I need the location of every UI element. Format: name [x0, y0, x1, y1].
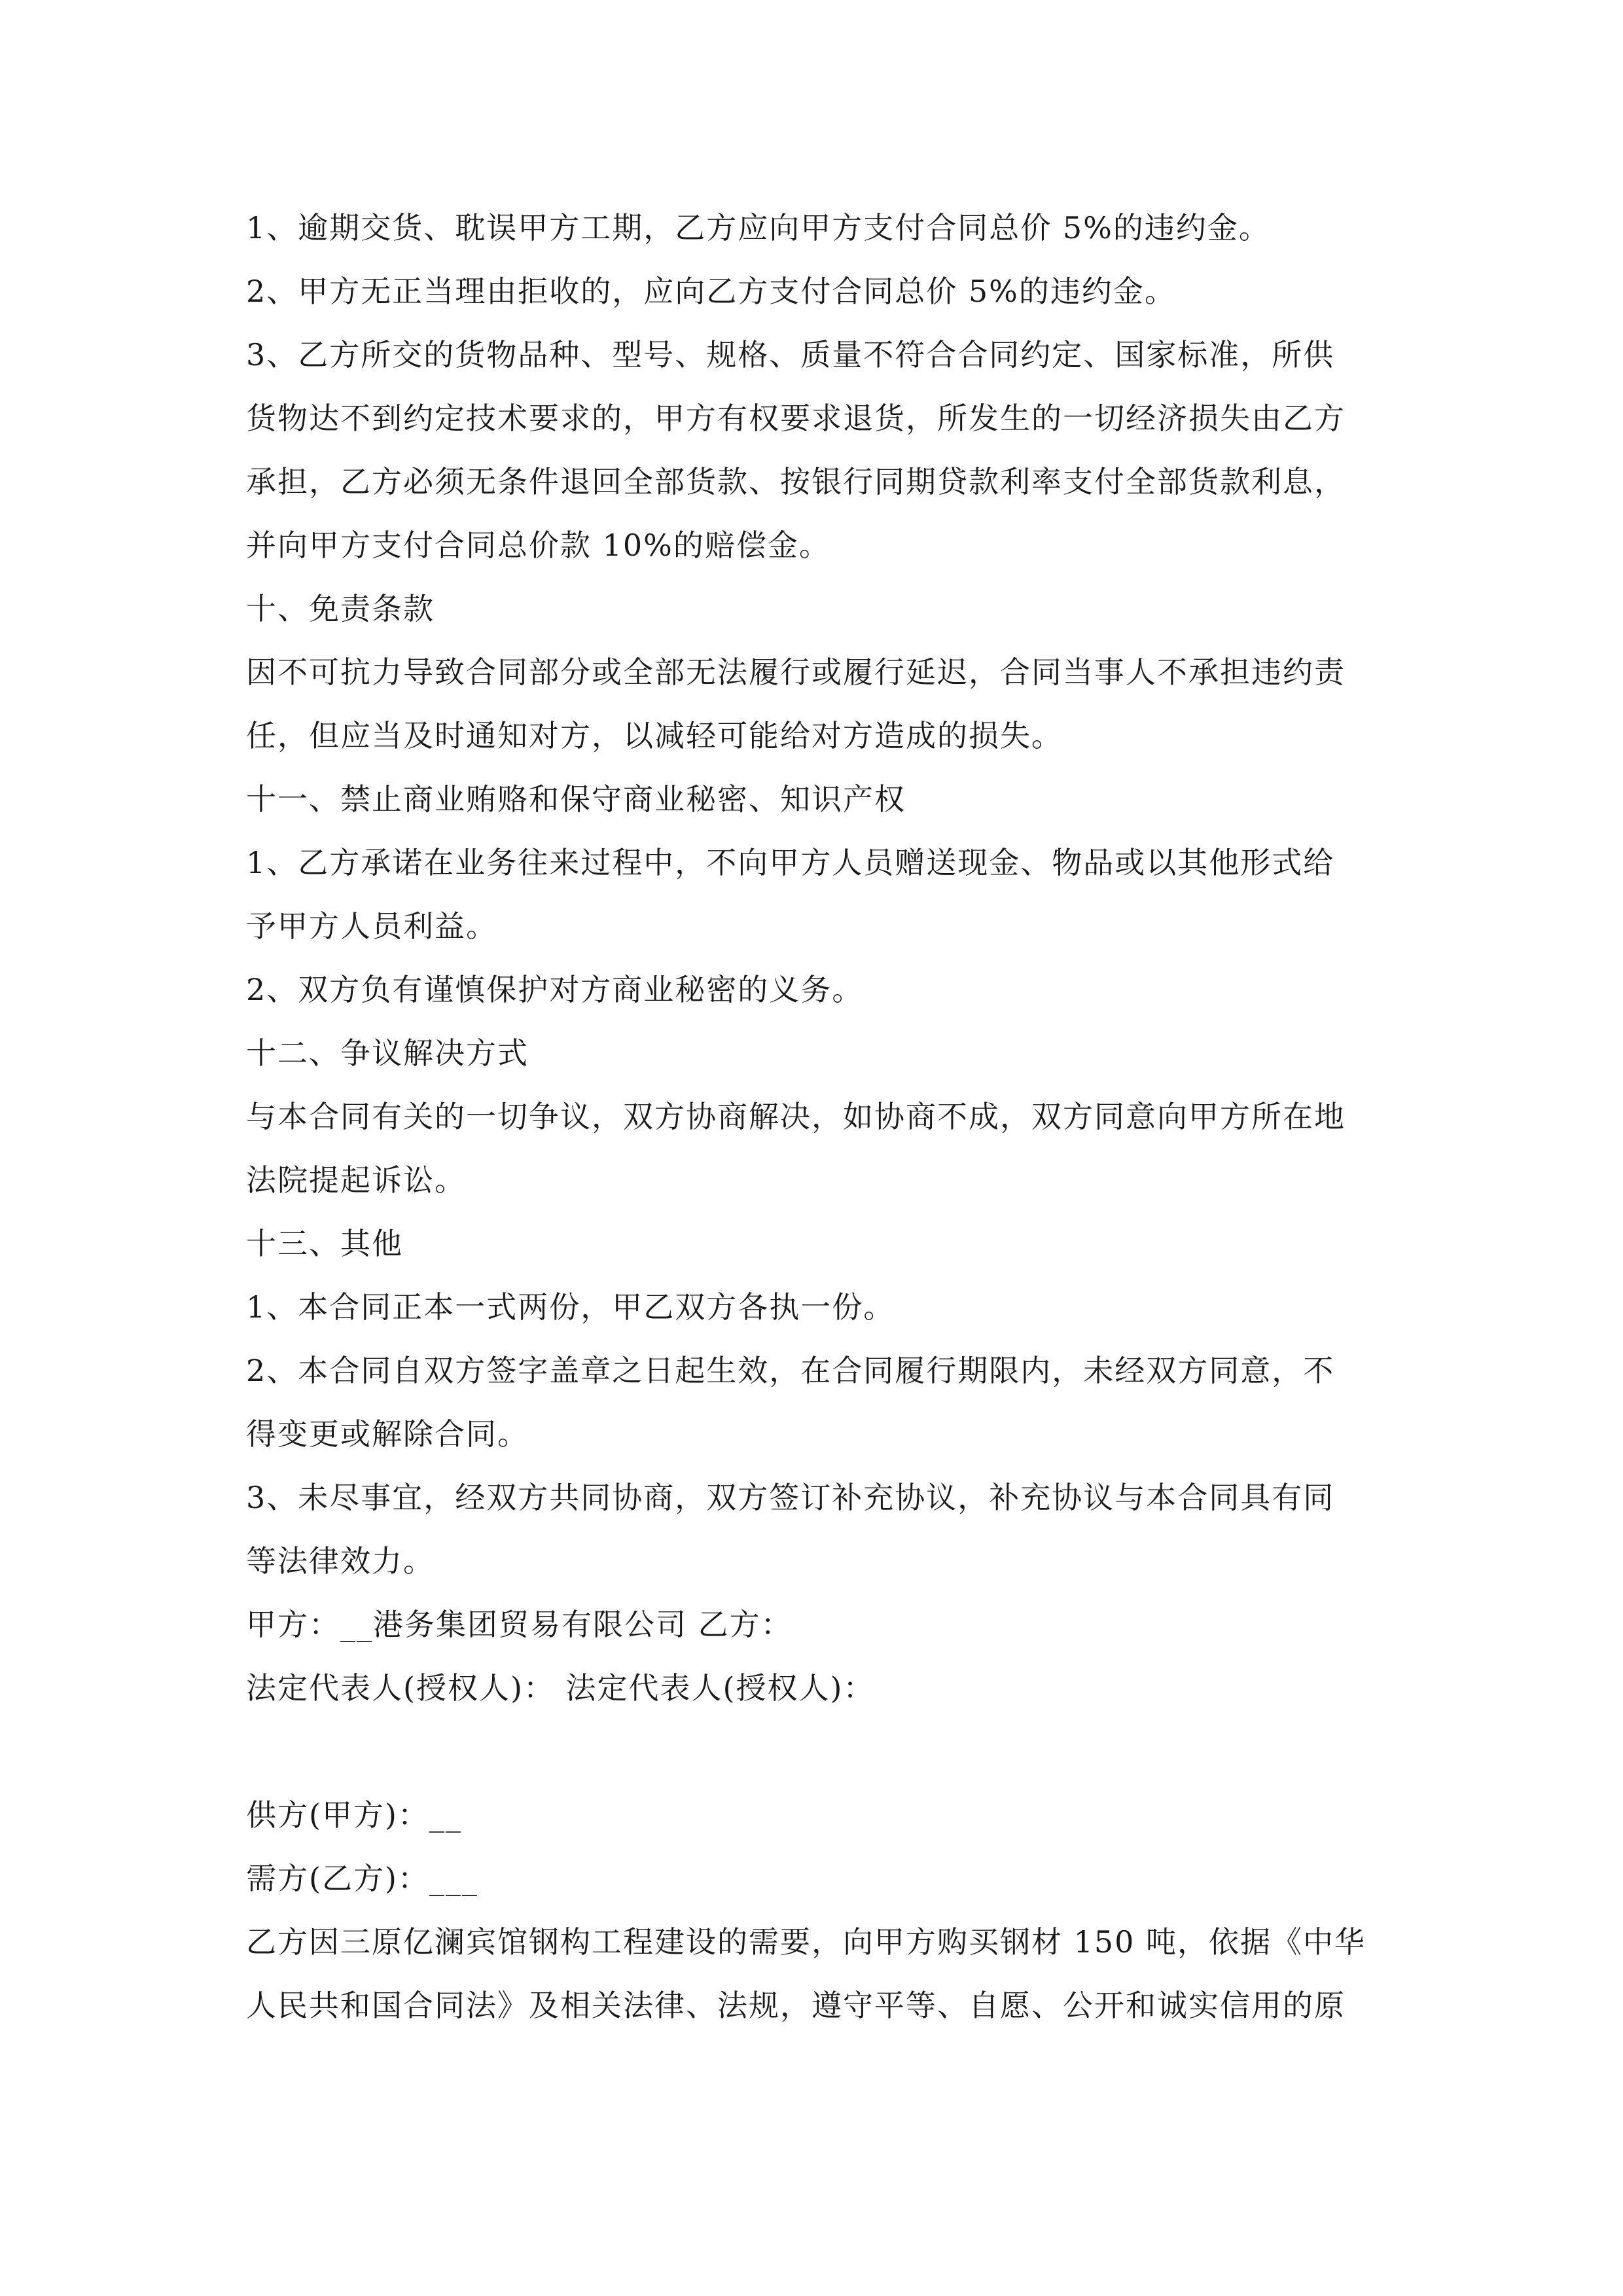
paragraph-line: 1、乙方承诺在业务往来过程中，不向甲方人员赠送现金、物品或以其他形式给 [246, 845, 1335, 880]
paragraph-line: 人民共和国合同法》及相关法律、法规，遵守平等、自愿、公开和诚实信用的原 [246, 1988, 1346, 2023]
paragraph-line: 2、甲方无正当理由拒收的，应向乙方支付合同总价 5%的违约金。 [246, 274, 1176, 309]
paragraph-line: 得变更或解除合同。 [246, 1416, 529, 1452]
paragraph-line: 乙方因三原亿澜宾馆钢构工程建设的需要，向甲方购买钢材 150 吨，依据《中华 [246, 1924, 1366, 1960]
paragraph-line: 2、本合同自双方签字盖章之日起生效，在合同履行期限内，未经双方同意，不 [246, 1353, 1335, 1388]
section-heading: 十、免责条款 [246, 591, 435, 626]
buyer-line: 需方(乙方)：___ [246, 1861, 478, 1896]
document-body [246, 196, 1385, 2037]
legal-representative-line: 法定代表人(授权人)： 法定代表人(授权人)： [246, 1670, 875, 1706]
section-heading: 十二、争议解决方式 [246, 1035, 529, 1071]
supplier-line: 供方(甲方)：__ [246, 1797, 462, 1833]
paragraph-line: 3、未尽事宜，经双方共同协商，双方签订补充协议，补充协议与本合同具有同 [246, 1480, 1335, 1515]
paragraph-line: 1、逾期交货、耽误甲方工期，乙方应向甲方支付合同总价 5%的违约金。 [246, 210, 1270, 245]
paragraph-line: 货物达不到约定技术要求的，甲方有权要求退货，所发生的一切经济损失由乙方 [246, 401, 1346, 436]
party-a-line: 甲方：__港务集团贸易有限公司 乙方： [246, 1607, 793, 1642]
section-heading: 十一、禁止商业贿赂和保守商业秘密、知识产权 [246, 781, 906, 817]
paragraph-line: 并向甲方支付合同总价款 10%的赔偿金。 [246, 528, 830, 563]
paragraph-line: 2、双方负有谨慎保护对方商业秘密的义务。 [246, 972, 864, 1007]
paragraph-line: 法院提起诉讼。 [246, 1162, 466, 1198]
paragraph-line: 与本合同有关的一切争议，双方协商解决，如协商不成，双方同意向甲方所在地 [246, 1099, 1346, 1134]
paragraph-line: 承担，乙方必须无条件退回全部货款、按银行同期贷款利率支付全部货款利息， [246, 464, 1346, 499]
paragraph-line: 予甲方人员利益。 [246, 908, 497, 944]
paragraph-line: 任，但应当及时通知对方，以减轻可能给对方造成的损失。 [246, 718, 1063, 753]
paragraph-line: 等法律效力。 [246, 1543, 435, 1579]
section-heading: 十三、其他 [246, 1226, 403, 1261]
paragraph-line: 1、本合同正本一式两份，甲乙双方各执一份。 [246, 1289, 895, 1325]
paragraph-line: 因不可抗力导致合同部分或全部无法履行或履行延迟，合同当事人不承担违约责 [246, 655, 1346, 690]
blank-line [246, 1720, 1385, 1784]
paragraph-line: 3、乙方所交的货物品种、型号、规格、质量不符合合同约定、国家标准，所供 [246, 337, 1335, 372]
